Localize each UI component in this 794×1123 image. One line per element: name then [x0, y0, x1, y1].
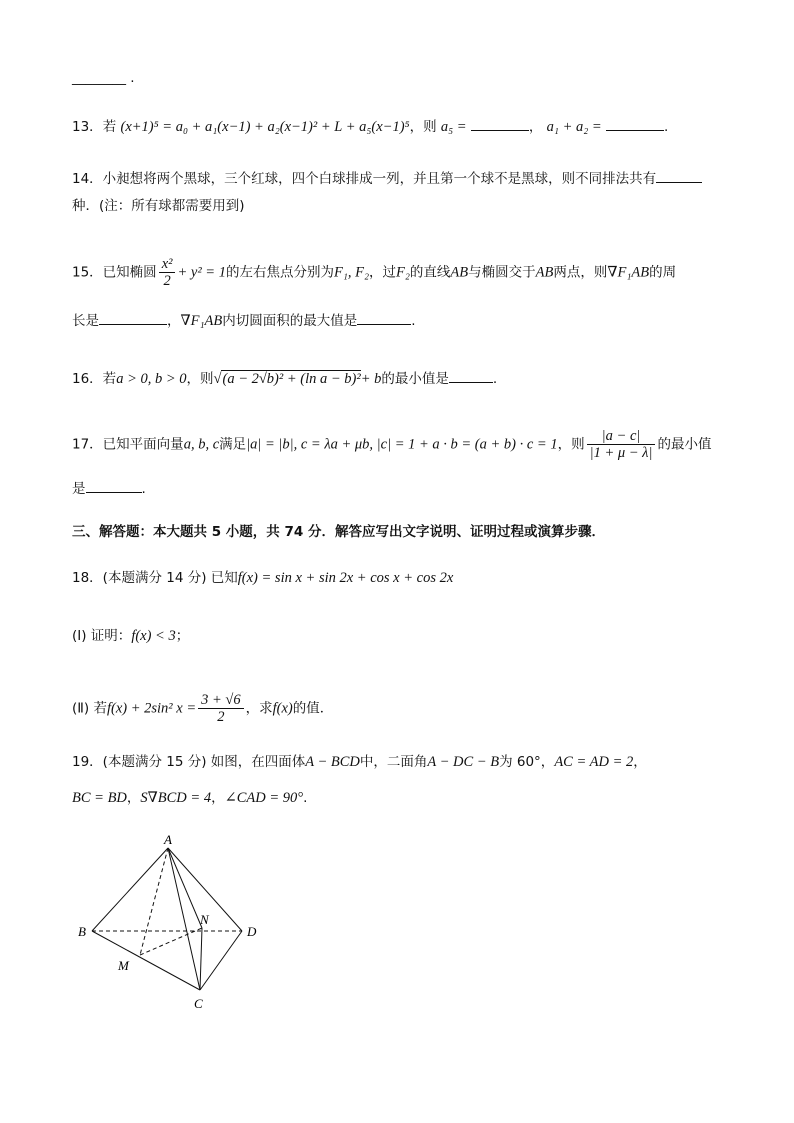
- q16-sqrt-expr: (a − 2√b)² + (ln a − b)²: [222, 371, 361, 387]
- q15-blank-1[interactable]: [99, 310, 167, 325]
- q16-blank[interactable]: [449, 368, 493, 383]
- q12-tail: ________ .: [72, 70, 135, 86]
- q13-blank-2[interactable]: [606, 116, 664, 131]
- question-14-line2: 种．(注：所有球都需要用到): [72, 198, 245, 214]
- q17-fraction: $\frac{|a - c|}{|1 + \mu - \lambda|}$: [587, 428, 656, 461]
- tetrahedron-figure: [70, 830, 280, 1020]
- section-3-heading: 三、解答题：本大题共 5 小题，共 74 分．解答应写出文字说明、证明过程或演算步骤．: [72, 524, 605, 540]
- q15-fraction: $\frac{\text{x²}}{2}$: [159, 256, 176, 289]
- label-N: N: [200, 912, 209, 927]
- question-18: 18．(本题满分 14 分) 已知f(x) = sin x + sin 2x + cos x + cos 2x: [72, 570, 454, 586]
- q13-a1a2-label: a₁ + a₂ =: [546, 119, 602, 135]
- question-17-line1: 17．已知平面向量a, b, c满足|a| = |b|, c = λa + μb, |c| = 1 + a · b = (a + b) · c = 1，则 $\frac{|a - c|}{|1 + \mu - \lambda|}$ 的最小值: [72, 428, 712, 461]
- label-B: B: [78, 924, 86, 939]
- q13-formula: (x+1)⁵ = a₀ + a₁(x−1) + a₂(x−1)² + L + a₅(x−1)⁵: [120, 119, 410, 135]
- q12-answer-blank: [72, 68, 135, 88]
- question-15-line1: 15．已知椭圆 $\frac{\text{x²}}{2}$ + y² = 1的左右焦点分别为F₁, F₂，过F₂的直线AB与椭圆交于AB两点，则∇F₁AB的周: [72, 256, 677, 289]
- q18-fraction: $\frac{3 + √6}{2}$: [198, 692, 244, 725]
- label-A: A: [164, 832, 172, 847]
- q13-a5-label: a₅ =: [440, 119, 467, 135]
- question-17-line2: 是 .: [72, 478, 146, 499]
- q18-formula: f(x) = sin x + sin 2x + cos x + cos 2x: [237, 570, 454, 586]
- q17-condition: |a| = |b|, c = λa + μb, |c| = 1 + a · b = (a + b) · c = 1: [246, 436, 558, 453]
- question-19-line2: BC = BD，S∇BCD = 4，∠CAD = 90°.: [72, 790, 308, 806]
- question-18-part2: (Ⅱ) 若f(x) + 2sin² x = $\frac{3 + √6}{2}$ ，求f(x)的值．: [72, 692, 334, 725]
- question-14-line1: 14．小昶想将两个黑球，三个红球，四个白球排成一列，并且第一个球不是黑球，则不同排法共有: [72, 168, 702, 189]
- label-D: D: [247, 924, 257, 939]
- label-C: C: [194, 996, 203, 1011]
- q14-blank[interactable]: [656, 168, 702, 183]
- q13-blank-1[interactable]: [471, 116, 529, 131]
- label-M: M: [118, 958, 129, 973]
- question-19-line1: 19．(本题满分 15 分) 如图，在四面体A − BCD中，二面角A − DC − B为 60°，AC = AD = 2，: [72, 754, 647, 770]
- question-13: 13．若 (x+1)⁵ = a₀ + a₁(x−1) + a₂(x−1)² + L + a₅(x−1)⁵，则 a₅ = ， a₁ + a₂ = .: [72, 116, 668, 137]
- question-16: 16．若a > 0, b > 0，则√(a − 2√b)² + (ln a − b)²+ b的最小值是 .: [72, 368, 497, 389]
- q15-blank-2[interactable]: [357, 310, 411, 325]
- question-15-line2: 长是 ，∇F₁AB内切圆面积的最大值是 .: [72, 310, 416, 331]
- q17-blank[interactable]: [86, 478, 142, 493]
- question-18-part1: (Ⅰ) 证明：f(x) < 3；: [72, 628, 190, 644]
